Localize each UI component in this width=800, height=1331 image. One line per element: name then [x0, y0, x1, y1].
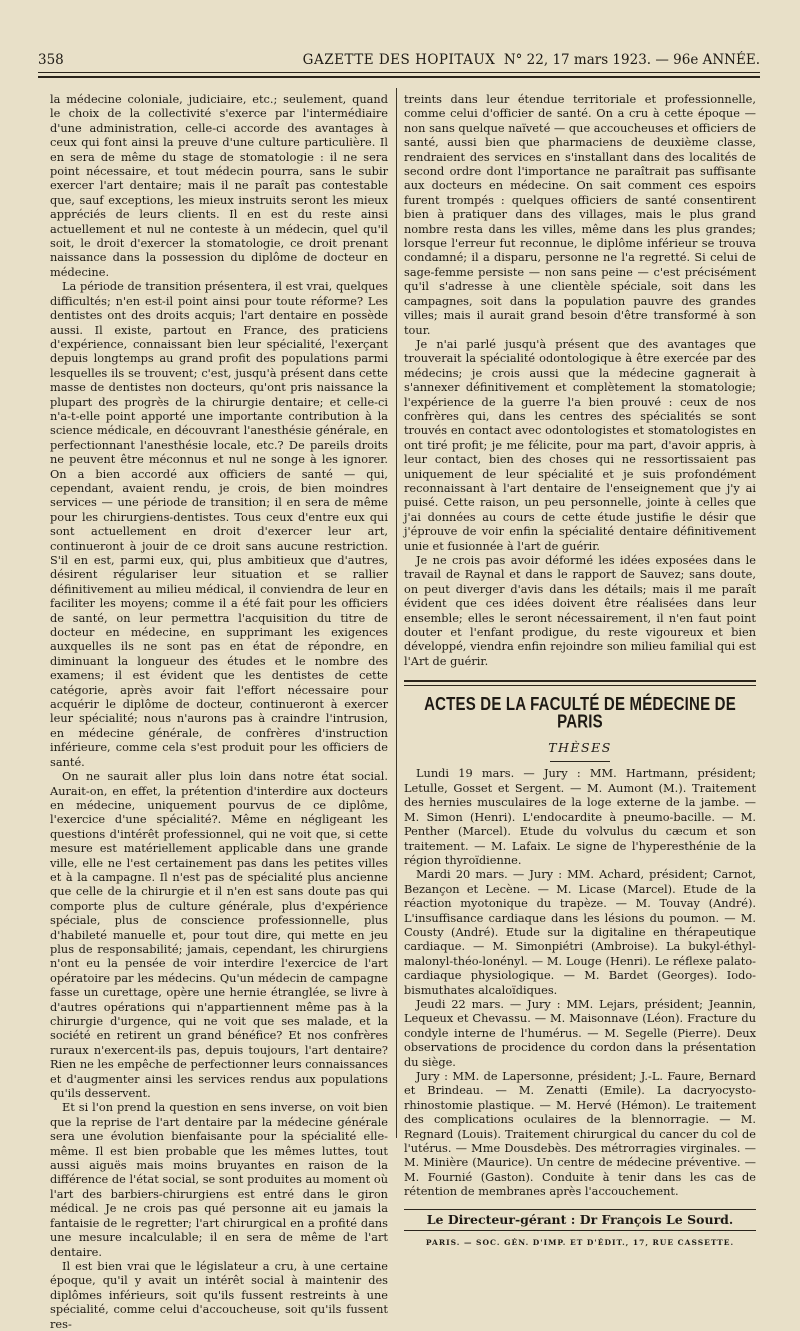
- right-column: [404, 92, 756, 1248]
- paragraph: Je n'ai parlé jusqu'à présent que des avantages que trouverait la spécialité odontologique à être exercée par des médecins; je crois aussi que la médecine gagnerait à s'annexer définitivement et complètement la stomatologie; l'expérience de la guerre l'a bien prouvé : ceux de nos confrères qui, dans les centres des spécialités se sont trouvés en contact avec odontologistes et stomatologistes en ont tiré profit; je me félicite, pour ma part, d'avoir appris, à leur contact, bien des choses qui ne ressortissaient pas uniquement de leur spécialité et je suis profondément reconnaissant à l'art dentaire de l'enseignement que j'y ai puisé. Cette raison, un peu personnelle, jointe à celles que j'ai données au cours de cette étude justifie le désir que j'éprouve de voir enfin la spécialité dentaire définitivement unie et fusionnée à l'art de guérir.: [404, 336, 756, 553]
- section-title: ACTES DE LA FACULTÉ DE MÉDECINE DE PARIS: [424, 694, 736, 734]
- paragraph: la médecine coloniale, judiciaire, etc.; seulement, quand le choix de la collectivité s'exerce par l'intermédiaire d'une administration, celle-ci accorde des avantages à ceux qui font ainsi la preuve d'une culture particulière. Il en sera de même du stage de stomatologie : il ne sera point nécessaire, et tout médecin pourra, sans le subir exercer l'art dentaire; mais il ne paraît pas contestable que, sauf exceptions, les mieux instruits seront les mieux appréciés de leurs clients. Il en est du reste ainsi actuellement et nul ne conteste à un médecin, quel qu'il soit, le droit d'exercer la stomatologie, ce droit prenant naissance dans la possession du diplôme de docteur en médecine.: [50, 92, 388, 279]
- thesis-entry: Mardi 20 mars. — Jury : MM. Achard, président; Carnot, Bezançon et Lecène. — M. Licase (Marcel). Etude de la réaction myotonique du trapèze. — M. Touvay (André). L'insuffisance cardiaque dans les lésions du poumon. — M. Cousty (André). Etude sur la digitaline en thérapeutique cardiaque. — M. Simonpiétri (Ambroise). La bukyl-éthyl-malonyl-théo-lonényl. — M. Louge (Henri). Le réflexe palato-cardiaque physiologique. — M. Bardet (Georges). Iodo-bismuthates alcaloïdiques.: [404, 867, 756, 997]
- section-rule: [404, 680, 756, 682]
- paragraph: Et si l'on prend la question en sens inverse, on voit bien que la reprise de l'art dentaire par la médecine générale sera une évolution bienfaisante pour la spécialité elle-même. Il est bien probable que les mêmes luttes, tout aussi aiguës mais moins bruyantes en raison de la différence de l'état social, se sont produites au moment où l'art des barbiers-chirurgiens est entré dans le giron médical. Je ne crois pas qué personne ait eu jamais la fantaisie de le regretter; l'art chirurgical en a profité dans une mesure incalculable; il en sera de même de l'art dentaire.: [50, 1100, 388, 1259]
- left-column: [50, 92, 388, 1331]
- section-rule-thin: [404, 685, 756, 686]
- column-divider: [396, 88, 397, 1138]
- page-header: [38, 52, 760, 72]
- paragraph: Il est bien vrai que le législateur a cru, à une certaine époque, qu'il y avait un intérêt social à maintenir des diplômes inférieurs, soit qu'ils fussent restreints à une spécialité, comme celui d'accoucheuse, soit qu'ils fussent res-: [50, 1258, 388, 1331]
- thesis-entry: Lundi 19 mars. — Jury : MM. Hartmann, président; Letulle, Gosset et Sergent. — M. Aumont (M.). Traitement des hernies musculaires de la loge externe de la jambe. — M. Simon (Henri). L'endocardite à pneumo-bacille. — M. Penther (Marcel). Etude du volvulus du cæcum et son traitement. — M. Lafaix. Le signe de l'hyperesthénie de la région thyroïdienne.: [404, 766, 756, 867]
- issue-info: N° 22, 17 mars 1923. — 96e ANNÉE.: [503, 52, 760, 68]
- director-line: Le Directeur-gérant : Dr François Le Sourd.: [404, 1209, 756, 1231]
- paragraph: On ne saurait aller plus loin dans notre état social. Aurait-on, en effet, la prétention d'interdire aux docteurs en médecine, uniquement pourvus de ce diplôme, l'exercice d'une spécialité?. Même en négligeant les questions d'intérêt professionnel, qui ne voit que, si cette mesure est matériellement applicable dans une grande ville, elle ne l'est certainement pas dans les petites villes et à la campagne. Il n'est pas de spécialité plus ancienne que celle de la chirurgie et il n'en est sans doute pas qui comporte plus de culture générale, plus d'expérience spéciale, plus de conscience professionnelle, plus d'habileté manuelle et, pour tout dire, qui mette en jeu plus de responsabilité; jamais, cependant, les chirurgiens n'ont eu la pensée de voir interdire l'exercice de l'art opératoire par les médecins. Qu'un médecin de campagne fasse un curettage, opère une hernie étranglée, se livre à d'autres opérations qui n'appartiennent même pas à la chirurgie d'urgence, qui ne voit que ses malade, et la société en retirent un grand bénéfice? Et nos confrères ruraux n'exercent-ils pas, depuis toujours, l'art dentaire? Rien ne les empêche de perfectionner leurs connaissances et d'augmenter ainsi les services rendus aux populations qu'ils desservent.: [50, 769, 388, 1101]
- journal-title: GAZETTE DES HOPITAUX: [302, 52, 496, 68]
- theses-heading: THÈSES: [548, 740, 612, 756]
- header-rule-thick: [38, 76, 760, 78]
- imprint-line: PARIS. — SOC. GÉN. D'IMP. ET D'ÉDIT., 17, RUE CASSETTE.: [425, 1238, 735, 1248]
- theses-rule: [550, 761, 610, 762]
- header-rule: [38, 72, 760, 73]
- paragraph: treints dans leur étendue territoriale et professionnelle, comme celui d'officier de santé. On a cru à cette époque — non sans quelque naïveté — que accoucheuses et officiers de santé, aussi bien que pharmaciens de deuxième classe, rendraient des services en s'installant dans des localités de second ordre dont l'importance ne paraîtrait pas suffisante aux docteurs en médecine. On sait comment ces espoirs furent trompés : quelques officiers de santé consentirent bien à pratiquer dans des villages, mais le plus grand nombre resta dans les villes, même dans les plus grandes; lorsque l'erreur fut reconnue, le diplôme inférieur se trouva condamné; il a disparu, personne ne l'a regretté. Si celui de sage-femme persiste — non sans peine — c'est précisément qu'il s'adresse à une clientèle spéciale, soit dans les campagnes, soit dans la population pauvre des grandes villes; mais il aurait grand besoin d'être transformé à son tour.: [404, 92, 756, 337]
- thesis-entry: Jury : MM. de Lapersonne, président; J.-L. Faure, Bernard et Brindeau. — M. Zenatti (Emile). La dacryocysto-rhinostomie plastique. — M. Hervé (Hémon). Le traitement des complications oculaires de la blennorragie. — M. Regnard (Louis). Traitement chirurgical du cancer du col de l'utérus. — Mme Dousdebès. Des métrorragies virginales. — M. Minière (Maurice). Un centre de médecine préventive. — M. Fournié (Gaston). Conduite à tenir dans les cas de rétention de membranes après l'accouchement.: [404, 1069, 756, 1199]
- thesis-entry: Jeudi 22 mars. — Jury : MM. Lejars, président; Jeannin, Lequeux et Chevassu. — M. Maisonnave (Léon). Fracture du condyle interne de l'humérus. — M. Segelle (Pierre). Deux observations de procidence du cordon dans la présentation du siège.: [404, 996, 756, 1069]
- page-number: 358: [38, 52, 64, 68]
- paragraph: Je ne crois pas avoir déformé les idées exposées dans le travail de Raynal et dans le rapport de Sauvez; sans doute, on peut diverger d'avis dans les détails; mais il me paraît évident que ces idées doivent être réalisées dans leur ensemble; elles le seront nécessairement, il n'en faut point douter et l'enfant prodigue, du reste vigoureux et bien développé, viendra enfin rejoindre son milieu familial qui est l'Art de guérir.: [404, 553, 756, 668]
- paragraph: La période de transition présentera, il est vrai, quelques difficultés; n'en est-il point ainsi pour toute réforme? Les dentistes ont des droits acquis; l'art dentaire en possède aussi. Il existe, partout en France, des praticiens d'expérience, connaissant bien leur spécialité, l'exerçant depuis longtemps au grand profit des populations parmi lesquelles ils se trouvent; c'est, jusqu'à présent dans cette masse de dentistes non docteurs, qu'ont pris naissance la plupart des progrès de la chirurgie dentaire; et celle-ci n'a-t-elle point apporté une importante contribution à la science médicale, en découvrant l'anesthésie générale, en perfectionnant l'anesthésie locale, etc.? De pareils droits ne peuvent être méconnus et nul ne songe à les ignorer. On a bien accordé aux officiers de santé — qui, cependant, avaient rendu, je crois, de bien moindres services — une période de transition; il en sera de même pour les chirurgiens-dentistes. Tous ceux d'entre eux qui sont actuellement en droit d'exercer leur art, continueront à jouir de ce droit sans aucune restriction. S'il en est, parmi eux, qui, plus ambitieux que d'autres, désirent régulariser leur situation et se rallier définitivement au milieu médical, il conviendra de leur en faciliter les moyens; comme il a été fait pour les officiers de santé, on leur permettra l'acquisition du titre de docteur en médecine, en supprimant les exigences auxquelles ils ne sont pas en état de répondre, en diminuant la longueur des études et le nombre des examens; il est évident que les dentistes de cette catégorie, après avoir fait l'effort nécessaire pour acquérir le diplôme de docteur, continueront à exercer leur spécialité; nous n'aurons pas à craindre l'intrusion, en médecine générale, de confrères d'instruction inférieure, comme cela s'est produit pour les officiers de santé.: [50, 279, 388, 769]
